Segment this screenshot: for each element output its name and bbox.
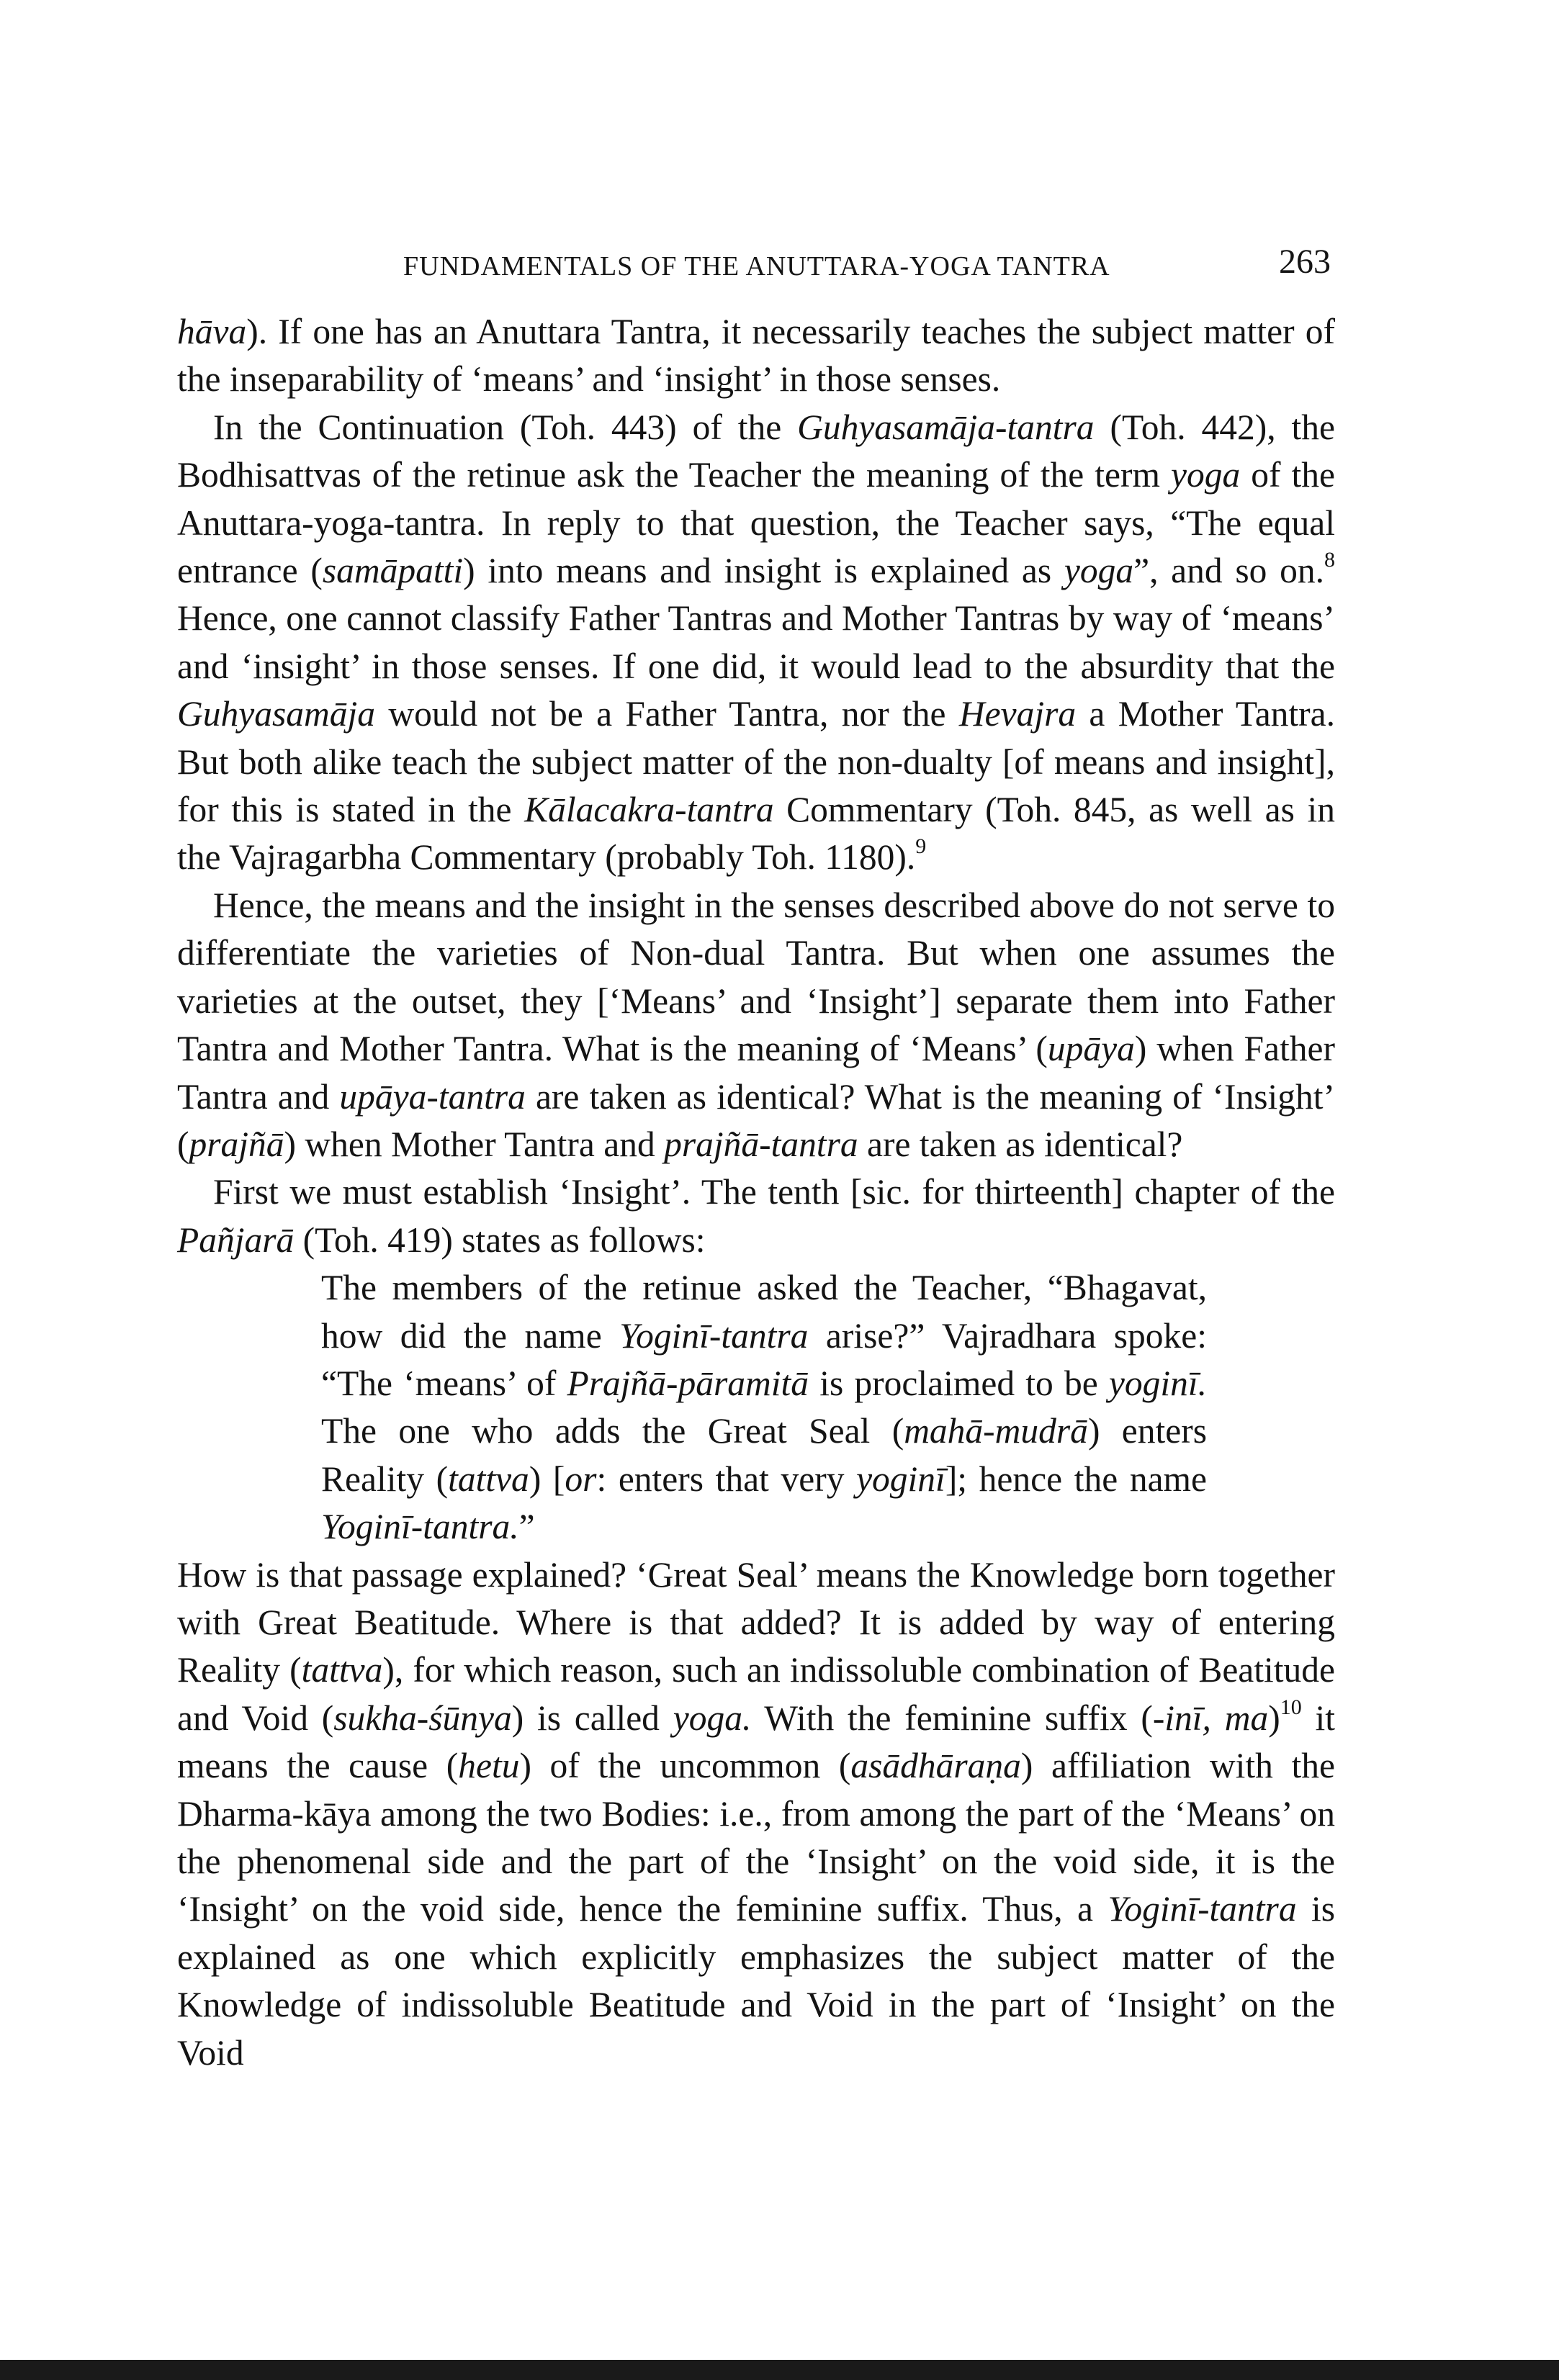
italic-term: mahā-mudrā	[904, 1411, 1088, 1451]
block-quote	[321, 1264, 1207, 1551]
paragraph-establish-insight	[177, 1168, 1335, 1264]
text-run: Hence, the means and the insight in the senses described above do not serve to differentiate the varieties of Non-dual Tantra. But when one assumes the varieties at the outset, they [‘Means’ and ‘Insight’] separate them into Father Tantra and Mother Tantra. What is the meaning of ‘Means’ (	[177, 885, 1335, 1069]
italic-term: hāva	[177, 312, 247, 351]
footnote-ref-10: 10	[1280, 1695, 1302, 1719]
italic-term: yoga	[1170, 455, 1241, 495]
paragraph-continuation-tantra	[177, 404, 1335, 882]
text-run: ) when Mother Tantra and	[284, 1124, 665, 1164]
paragraph-explanation	[177, 1551, 1335, 2077]
italic-term: upāya	[1047, 1029, 1135, 1069]
text-run: : enters that very	[596, 1459, 857, 1499]
italic-term: -inī, ma	[1152, 1698, 1269, 1738]
italic-term: or	[565, 1459, 597, 1499]
text-run: ) affiliation with the Dharma-kāya among the two Bodies: i.e., from among the part of the ‘Means’ on the phenomenal side and the part of the ‘Insight’ on the void side, it is the ‘Insight’ on the void side, hence the feminine suffix. Thus, a	[177, 1746, 1335, 1929]
text-run: arise?” Vajradhara spoke: “The ‘means’ of	[321, 1315, 1208, 1403]
text-run: ) of the uncommon (	[519, 1746, 851, 1786]
footnote-ref-8: 8	[1324, 548, 1335, 572]
italic-term: yoga	[1064, 551, 1134, 591]
scan-bottom-edge	[0, 2360, 1559, 2380]
text-run: a Mother Tantra. But both alike teach the subject matter of the non-dualty [of means and insight], for this is stated in the	[177, 694, 1336, 830]
text-run: Commentary (Toh. 845, as well as in the Vajragarbha Commentary (probably Toh. 1180).	[177, 790, 1335, 878]
italic-term: Prajñā-pāramitā	[567, 1363, 809, 1403]
italic-term: upāya-tantra	[339, 1076, 526, 1117]
italic-term: sukha-śūnya	[333, 1698, 512, 1738]
text-run: ) into means and insight is explained as	[463, 551, 1064, 591]
paragraph-means-insight	[177, 882, 1335, 1168]
italic-term: Yoginī-tantra	[619, 1315, 809, 1356]
text-run: are taken as identical?	[858, 1124, 1183, 1164]
text-run: How is that passage explained? ‘Great Seal’ means the Knowledge born together with Great Beatitude. Where is that added? It is added by way of entering Reality (	[177, 1554, 1335, 1690]
italic-term: asādhāraṇa	[850, 1746, 1021, 1786]
footnote-ref-9: 9	[915, 834, 927, 859]
text-run: ) [	[529, 1459, 565, 1499]
italic-term: Guhyasamāja-tantra	[797, 407, 1095, 447]
italic-term: Yoginī-tantra.	[321, 1507, 519, 1547]
text-run: is proclaimed to be	[809, 1363, 1109, 1403]
text-run: In the Continuation (Toh. 443) of the	[213, 407, 798, 447]
italic-term: prajñā	[189, 1124, 284, 1164]
italic-term: yoga.	[673, 1698, 752, 1738]
italic-term: yoginī.	[1108, 1363, 1207, 1403]
text-run: ”, and so on.	[1133, 551, 1324, 591]
italic-term: tattva	[301, 1650, 383, 1690]
italic-term: hetu	[458, 1746, 520, 1786]
text-run: ) enters Reality (	[321, 1411, 1207, 1499]
italic-term: prajñā-tantra	[664, 1124, 858, 1164]
italic-term: samāpatti	[322, 551, 464, 591]
italic-term: Pañjarā	[177, 1220, 295, 1260]
text-run: )	[1268, 1698, 1280, 1738]
body-text	[177, 308, 1335, 2077]
text-run: First we must establish ‘Insight’. The tenth [sic. for thirteenth] chapter of the	[213, 1172, 1335, 1212]
italic-term: Kālacakra-tantra	[524, 790, 774, 830]
paragraph-continuation	[177, 308, 1335, 404]
text-run: ”	[518, 1507, 535, 1547]
text-run: Hence, one cannot classify Father Tantras and Mother Tantras by way of ‘means’ and ‘insight’ in those senses. If one did, it would lead to the absurdity that the	[177, 598, 1335, 686]
italic-term: Guhyasamāja	[177, 694, 375, 734]
text-run: (Toh. 419) states as follows:	[294, 1220, 706, 1260]
text-run: ), for which reason, such an indissoluble combination of Beatitude and Void (	[177, 1650, 1336, 1738]
page-number: 263	[1279, 243, 1331, 281]
text-run: are taken as identical? What is the meaning of ‘Insight’ (	[177, 1076, 1335, 1164]
text-run: would not be a Father Tantra, nor the	[374, 694, 959, 734]
text-run: ) when Father Tantra and	[177, 1029, 1335, 1117]
text-run: ). If one has an Anuttara Tantra, it necessarily teaches the subject matter of the inseparability of ‘means’ and ‘insight’ in those senses.	[177, 312, 1335, 400]
text-run: is explained as one which explicitly emphasizes the subject matter of the Knowledge of indissoluble Beatitude and Void in the part of ‘Insight’ on the Void	[177, 1889, 1335, 2073]
running-head: FUNDAMENTALS OF THE ANUTTARA-YOGA TANTRA	[403, 251, 1110, 281]
italic-term: Yoginī-tantra	[1108, 1889, 1297, 1929]
text-run: of the Anuttara-yoga-tantra. In reply to that question, the Teacher says, “The equal entrance (	[177, 455, 1335, 591]
text-run: it means the cause (	[177, 1698, 1335, 1786]
text-run: ]; hence the name	[945, 1459, 1208, 1499]
italic-term: yoginī	[856, 1459, 945, 1499]
text-run: (Toh. 442), the Bodhisattvas of the retinue ask the Teacher the meaning of the term	[177, 407, 1335, 495]
text-run: The one who adds the Great Seal (	[321, 1411, 904, 1451]
text-run: The members of the retinue asked the Teacher, “Bhagavat, how did the name	[321, 1268, 1207, 1356]
text-run: With the feminine suffix (	[751, 1698, 1153, 1738]
italic-term: tattva	[448, 1459, 529, 1499]
italic-term: Hevajra	[958, 694, 1077, 734]
text-run: ) is called	[511, 1698, 673, 1738]
